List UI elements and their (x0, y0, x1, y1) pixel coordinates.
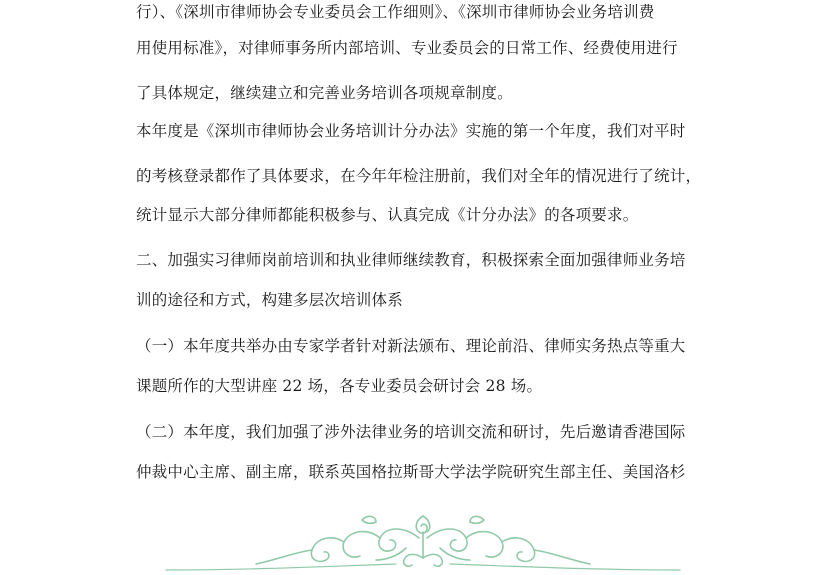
text-line: 本年度是《深圳市律师协会业务培训计分办法》实施的第一个年度，我们对平时 (136, 122, 686, 140)
text-line: 用使用标准》，对律师事务所内部培训、专业委员会的日常工作、经费使用进行 (136, 39, 678, 57)
text-line: 的考核登录都作了具体要求，在今年年检注册前，我们对全年的情况进行了统计， (136, 167, 702, 185)
text-line: 二、加强实习律师岗前培训和执业律师继续教育，积极探索全面加强律师业务培 (136, 251, 686, 269)
text-line: 了具体规定，继续建立和完善业务培训各项规章制度。 (136, 84, 513, 102)
text-line: 统计显示大部分律师都能积极参与、认真完成《计分办法》的各项要求。 (136, 206, 639, 224)
decorative-scroll-ornament-icon (136, 508, 710, 575)
text-line: 行）、《深圳市律师协会专业委员会工作细则》、《深圳市律师协会业务培训费 (136, 3, 655, 21)
text-line: 课题所作的大型讲座 22 场，各专业委员会研讨会 28 场。 (136, 377, 543, 395)
text-line: （二）本年度，我们加强了涉外法律业务的培训交流和研讨，先后邀请香港国际 (136, 423, 686, 441)
text-line: 训的途径和方式，构建多层次培训体系 (136, 291, 403, 309)
text-line: （一）本年度共举办由专家学者针对新法颁布、理论前沿、律师实务热点等重大 (136, 337, 686, 355)
text-line: 仲裁中心主席、副主席，联系英国格拉斯哥大学法学院研究生部主任、美国洛杉 (136, 463, 686, 481)
